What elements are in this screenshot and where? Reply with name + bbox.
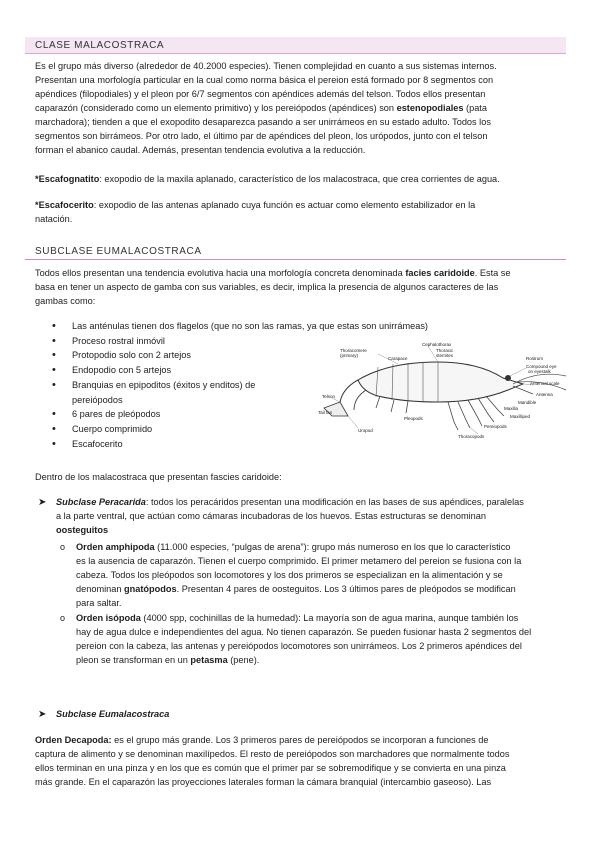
label-cephalothorax: Cephalothorax [422,342,452,347]
term-gnatopodos: gnatópodos [124,584,177,594]
text-line: más grande. En el caparazón las proyecciones laterales forman la cámara branquial (intercambio gaseoso). Las [35,777,492,787]
text-line: forman el abanico caudal. Además, presentan tendencia evolutiva a la reducción. [35,145,366,155]
label-compound-eye: Compound eye [526,364,557,369]
label-tail-fan: Tail fan [318,410,333,415]
definition-escafognatito: *Escafognatito: exopodio de la maxila aplanado, característico de los malacostraca, que crea corrientes de agua. [35,174,500,184]
text-line: segmentos son birrámeos. Por otro lado, el último par de apéndices del pleon, los urópodos, junto con el telson [35,131,488,141]
text-line: Dentro de los malacostraca que presentan fascies caridoide: [35,472,282,482]
label-carapace: Carapace [388,356,408,361]
label-thoracomere: Thoracomere [340,348,367,353]
section-heading-malacostraca: CLASE MALACOSTRACA [25,37,566,54]
text-line: gambas como: [35,296,96,306]
isopoda-line: Orden isópoda (4000 spp, cochinillas de la humedad): La mayoría son de agua marina, aunque también los [76,613,519,623]
text-line: marchadora); tienden a que el exopodito desaparezca pasando a ser unirrámeos en su estado adulto. Todos los [35,117,491,127]
text-line: hay de agua dulce e independientes del agua. No tienen caparazón. Se pueden fusionar hasta 2 segmentos del [76,627,532,637]
text-line: Presentan una morfología particular en la cual como norma básica el pereion está formado por 8 segmentos con [35,75,494,85]
circle-bullet-icon: o [60,542,66,552]
label-uropod: Uropod [358,428,373,433]
text-line: para saltar. [76,598,122,608]
peracarida-line: Subclase Peracarida: todos los peracáridos presentan una modificación en las bases de sus apéndices, paralelas [56,497,524,507]
label-eyestalk: on eyestalk [528,369,551,374]
arrow-bullet-icon: ➤ [38,709,47,720]
label-antennal-scale: Antennal scale [530,381,560,386]
definition-escafocerito: *Escafocerito: exopodio de las antenas aplanado cuya función es actuar como elemento estabilizador en la [35,200,476,210]
label-sternites: sternites [436,353,454,358]
title-eumalacostraca: Subclase Eumalacostraca [56,709,170,719]
text-line: denominan gnatópodos. Presentan 4 pares de oosteguitos. Los 3 últimos pares de pleópodos se modifican [76,584,516,594]
label-mandible: Mandible [518,400,537,405]
title-isopoda: Orden isópoda [76,613,141,623]
text-line: basa en tener un aspecto de gamba con sus variables, es decir, implica la presencia de algunos caracteres de las [35,282,499,292]
circle-bullet-icon: o [60,613,66,623]
label-thoracic: Thoracic [436,348,454,353]
list-item: • Branquias en epipoditos (éxitos y enditos) de pereiópodos [48,378,468,407]
title-peracarida: Subclase Peracarida [56,497,146,507]
term-oosteguitos: oosteguitos [56,525,109,535]
list-item: • Cuerpo comprimido [48,422,468,437]
label-maxilla: Maxilla [504,406,519,411]
text-line: pleon se transforman en un petasma (pene). [76,655,260,665]
text-line: pereion con la cabeza, las antenas y pereiópodos locomotores son unirrámeos. Los 2 primeros apéndices del [76,641,522,651]
label-rostrum: Rostrum [526,356,544,361]
list-item: • Proceso rostral inmóvil [48,334,468,349]
text-line: es la ausencia de caparazón. Tienen el cuerpo comprimido. El primer metamero del pereion se fusiona con la [76,556,522,566]
label-antenna: Antenna [536,392,553,397]
label-maxilliped: Maxilliped [510,414,531,419]
text-line: captura de alimento y se denominan maxilípedos. El resto de pereiópodos son marchadores que normalmente todos [35,749,510,759]
text-line: ellos terminan en una pinza y en los que es común que el primer par se sobremodifique y se convierta en una pinza [35,763,506,773]
list-item: • Las anténulas tienen dos flagelos (que no son las ramas, ya que estas son unirrámeas) [48,319,468,334]
decapoda-line: Orden Decapoda: es el grupo más grande. Los 3 primeros pares de pereiópodos se incorporan a funciones de [35,735,489,745]
list-item: • Endopodio con 5 artejos [48,363,468,378]
term-petasma: petasma [190,655,228,665]
text-line: cabeza. Todos los pleópodos son locomotores y los dos primeros se especializan en la alimentación y se [76,570,503,580]
label-thoracopods: Thoracopods [458,434,485,439]
section-heading-eumalacostraca: SUBCLASE EUMALACOSTRACA [25,243,566,260]
term-facies-caridoide: facies caridoide [405,268,475,278]
amphipoda-line: Orden amphipoda (11.000 especies, “pulgas de arena”): grupo más numeroso en los que lo característico [76,542,511,552]
list-item: • 6 pares de pleópodos [48,407,468,422]
text-line: caparazón (considerado como un elemento primitivo) y los pereiópodos (apéndices) son estenopodiales (pata [35,103,487,113]
text-line: Es el grupo más diverso (alrededor de 40.2000 especies). Tienen complejidad en cuanto a sus sistemas internos. [35,61,497,71]
label-pleopods: Pleopods [404,416,423,421]
list-item: • Escafocerito [48,437,468,452]
arrow-bullet-icon: ➤ [38,497,47,508]
text-line: natación. [35,214,73,224]
term-estenopodiales: estenopodiales [396,103,464,113]
title-decapoda: Orden Decapoda: [35,735,112,745]
list-item: • Protopodio solo con 2 artejos [48,348,468,363]
label-telson: Telson [322,394,336,399]
label-primary: (primary) [340,353,358,358]
text-line: a la parte ventral, que actúan como cámaras incubadoras de los huevos. Estas estructuras se denominan [56,511,487,521]
title-amphipoda: Orden amphipoda [76,542,155,552]
text-line: apéndices (filopodiales) y el pleon por 6/7 segmentos con apéndices además del telson. Todos ellos presentan [35,89,486,99]
label-pereiopods: Pereiopods [484,424,507,429]
shrimp-anatomy-figure [318,340,568,440]
text-line: Todos ellos presentan una tendencia evolutiva hacia una morfología concreta denominada facies caridoide. Esta se [35,268,511,278]
